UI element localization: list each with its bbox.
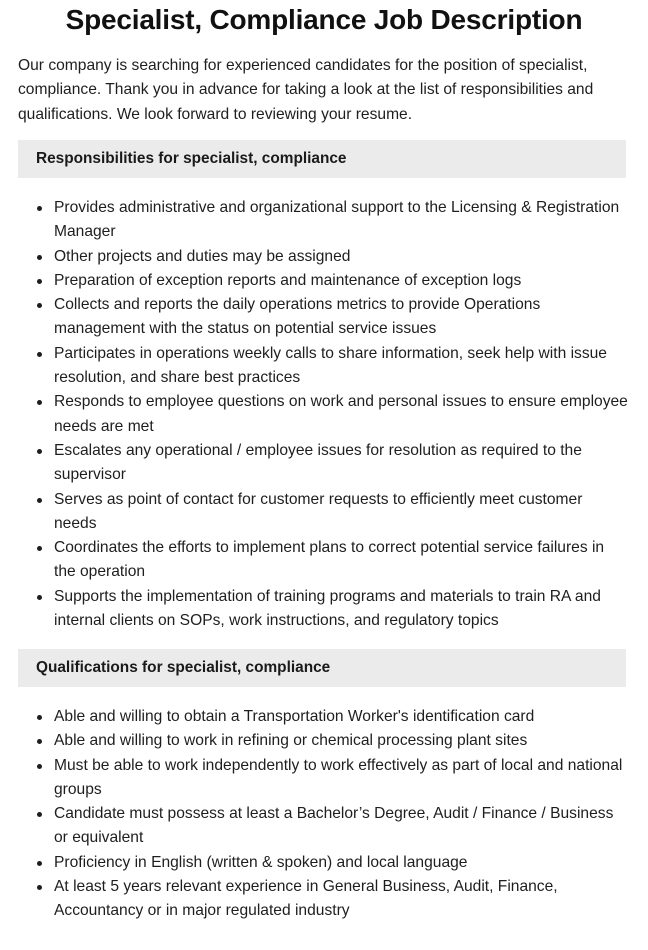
bullet-icon [37, 279, 42, 284]
list-item [18, 488, 628, 537]
list-item [18, 754, 628, 803]
bullet-icon [37, 546, 42, 551]
list-item-text: Must be able to work independently to work effectively as part of local and national groups [54, 756, 623, 798]
bullet-icon [37, 206, 42, 211]
qualifications-heading: Qualifications for specialist, compliance [18, 649, 626, 687]
list-item [18, 536, 628, 585]
list-item-text: Responds to employee questions on work and personal issues to ensure employee needs are met [54, 393, 628, 435]
list-item [18, 875, 628, 924]
list-item [18, 585, 628, 634]
list-item [18, 705, 628, 729]
list-item [18, 729, 628, 753]
bullet-icon [37, 739, 42, 744]
list-item [18, 390, 628, 439]
list-item-text: At least 5 years relevant experience in General Business, Audit, Finance, Accountancy or in major regulated industry [54, 878, 558, 920]
list-item-text: Participates in operations weekly calls to share information, seek help with issue resolution, and share best practices [54, 344, 607, 387]
list-item [18, 802, 628, 851]
bullet-icon [37, 885, 42, 890]
list-item-text: Able and willing to work in refining or chemical processing plant sites [54, 732, 528, 750]
bullet-icon [37, 861, 42, 866]
list-item [18, 342, 628, 391]
bullet-icon [37, 352, 42, 357]
list-item-text: Escalates any operational / employee issues for resolution as required to the supervisor [54, 441, 582, 484]
bullet-icon [37, 400, 42, 405]
list-item-text: Provides administrative and organizational support to the Licensing & Registration Manager [54, 199, 620, 241]
bullet-icon [37, 715, 42, 720]
bullet-icon [37, 498, 42, 503]
bullet-icon [37, 764, 42, 769]
qualifications-list [18, 705, 628, 924]
list-item-text: Serves as point of contact for customer requests to efficiently meet customer needs [54, 490, 583, 532]
bullet-icon [37, 812, 42, 817]
page-title: Specialist, Compliance Job Description [65, 4, 583, 35]
list-item [18, 293, 628, 342]
list-item [18, 269, 628, 293]
list-item [18, 196, 628, 245]
list-item-text: Preparation of exception reports and maintenance of exception logs [54, 271, 522, 289]
responsibilities-list [18, 196, 628, 633]
list-item-text: Supports the implementation of training programs and materials to train RA and internal clients on SOPs, work instructions, and regulatory topics [54, 587, 601, 630]
list-item-text: Candidate must possess at least a Bachelor’s Degree, Audit / Finance / Business or equivalent [54, 805, 614, 847]
responsibilities-heading: Responsibilities for specialist, compliance [18, 140, 626, 178]
list-item [18, 851, 628, 875]
bullet-icon [37, 449, 42, 454]
intro-paragraph: Our company is searching for experienced candidates for the position of specialist, compliance. Thank you in advance for taking a look at the list of responsibilities and qualifications. We look forward to reviewing your resume. [18, 57, 594, 123]
list-item-text: Coordinates the efforts to implement plans to correct potential service failures in the operation [54, 539, 605, 581]
bullet-icon [37, 255, 42, 260]
list-item-text: Collects and reports the daily operations metrics to provide Operations management with the status on potential service issues [54, 296, 541, 338]
bullet-icon [37, 595, 42, 600]
list-item-text: Other projects and duties may be assigned [54, 247, 351, 265]
list-item [18, 439, 628, 488]
list-item-text: Proficiency in English (written & spoken) and local language [54, 853, 468, 871]
list-item-text: Able and willing to obtain a Transportation Worker's identification card [54, 708, 535, 725]
bullet-icon [37, 303, 42, 308]
list-item [18, 245, 628, 269]
